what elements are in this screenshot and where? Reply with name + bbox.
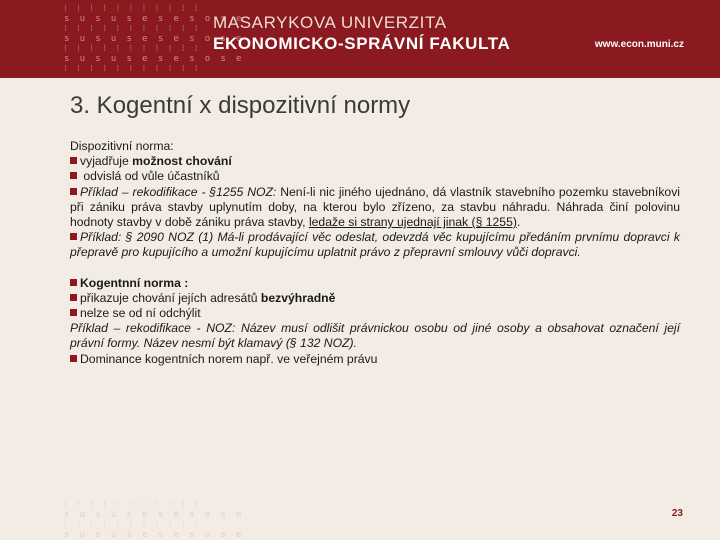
- bullet-square-icon: [70, 188, 77, 195]
- example-label: Příklad – rekodifikace - §1255 NOZ:: [80, 184, 277, 199]
- faculty-name: EKONOMICKO-SPRÁVNÍ FAKULTA: [213, 34, 511, 53]
- slide-body: [70, 139, 680, 367]
- spacer: [70, 261, 680, 276]
- bullet-square-icon: [70, 294, 77, 301]
- item-emphasis: bezvýhradně: [260, 290, 336, 305]
- slide-title: 3. Kogentní x dispozitivní normy: [70, 92, 411, 119]
- faculty-url[interactable]: www.econ.muni.cz: [594, 39, 684, 50]
- list-item: [70, 230, 680, 260]
- list-item: [70, 185, 680, 231]
- item-text: vyjadřuje: [80, 154, 133, 169]
- logo-letter-pattern: ⁝ ⁝ ⁝ ⁝ ⁝ ⁝ ⁝ ⁝ ⁝ ⁝ ⁝ s u s u s e s e s o s e ⁝ ⁝ ⁝ ⁝ ⁝ ⁝ ⁝ ⁝ ⁝ ⁝ ⁝ s u s u s e s e s o s e ⁝ ⁝ ⁝ ⁝ ⁝ ⁝ ⁝ ⁝ ⁝ ⁝ ⁝ s u s u s e s e s o s e ⁝ ⁝ ⁝ ⁝ ⁝ ⁝ ⁝ ⁝ ⁝ ⁝ ⁝: [64, 4, 244, 74]
- item-text: nelze se od ní odchýlit: [80, 306, 201, 321]
- bullet-square-icon: [70, 309, 77, 316]
- cogent-heading: Kogentnní norma :: [80, 275, 189, 290]
- item-text: Není-li nic jiného ujednáno, dá vlastník stavebního pozemku stavebníkovi při zániku práva stavby uplynutím doby, na kterou bylo zřízeno, za stavbu náhradu. Náhrada činí polovinu hodnoty stavby v době zániku práva stavby,: [70, 184, 680, 230]
- university-name: MASARYKOVA UNIVERZITA: [213, 13, 447, 32]
- list-item: [70, 276, 680, 291]
- dispositive-heading-text: Dispozitivní norma: [70, 139, 171, 153]
- item-text: odvislá od vůle účastníků: [80, 169, 220, 184]
- item-underlined-text: ledaže si strany ujednají jinak (§ 1255): [308, 215, 517, 230]
- bullet-square-icon: [70, 233, 77, 240]
- list-item: [70, 352, 680, 367]
- footer-letter-pattern: ⁝ ⁝ ⁝ ⁝ ⁝ ⁝ ⁝ ⁝ ⁝ ⁝ ⁝ s u s u s e s e s o s e ⁝ ⁝ ⁝ ⁝ ⁝ ⁝ ⁝ ⁝ ⁝ ⁝ ⁝ s u s u s e s e s o s e: [64, 500, 244, 540]
- bullet-square-icon: [70, 157, 77, 164]
- dispositive-heading: [70, 139, 680, 154]
- item-text: přikazuje chování jejích adresátů: [80, 290, 261, 305]
- bullet-square-icon: [70, 355, 77, 362]
- list-item: [70, 291, 680, 306]
- example-paragraph: [70, 321, 680, 351]
- bullet-square-icon: [70, 279, 77, 286]
- item-emphasis: možnost chování: [132, 154, 232, 169]
- header-band: [0, 0, 720, 78]
- list-item: [70, 154, 680, 169]
- page-number: 23: [671, 508, 683, 519]
- dispositive-heading-colon: :: [170, 139, 174, 153]
- list-item: [70, 306, 680, 321]
- item-text: § 2090 NOZ (1) Má-li prodávající věc odeslat, odevzdá věc kupujícímu předáním prvnímu dopravci k přepravě pro kupujícího a umožní kupujícímu uplatnit právo z přepravní smlouvy vůči dopravci.: [70, 230, 680, 260]
- example-text: Příklad – rekodifikace - NOZ: Název musí odlišit právnickou osobu od jiné osoby a obsahovat označení její právní formy. Název nesmí být klamavý (§ 132 NOZ).: [70, 321, 680, 351]
- item-text-end: .: [516, 215, 521, 230]
- list-item: [70, 169, 680, 184]
- bullet-square-icon: [70, 172, 77, 179]
- item-text: Dominance kogentních norem např. ve veřejném právu: [80, 351, 378, 366]
- example-label: Příklad:: [80, 230, 122, 245]
